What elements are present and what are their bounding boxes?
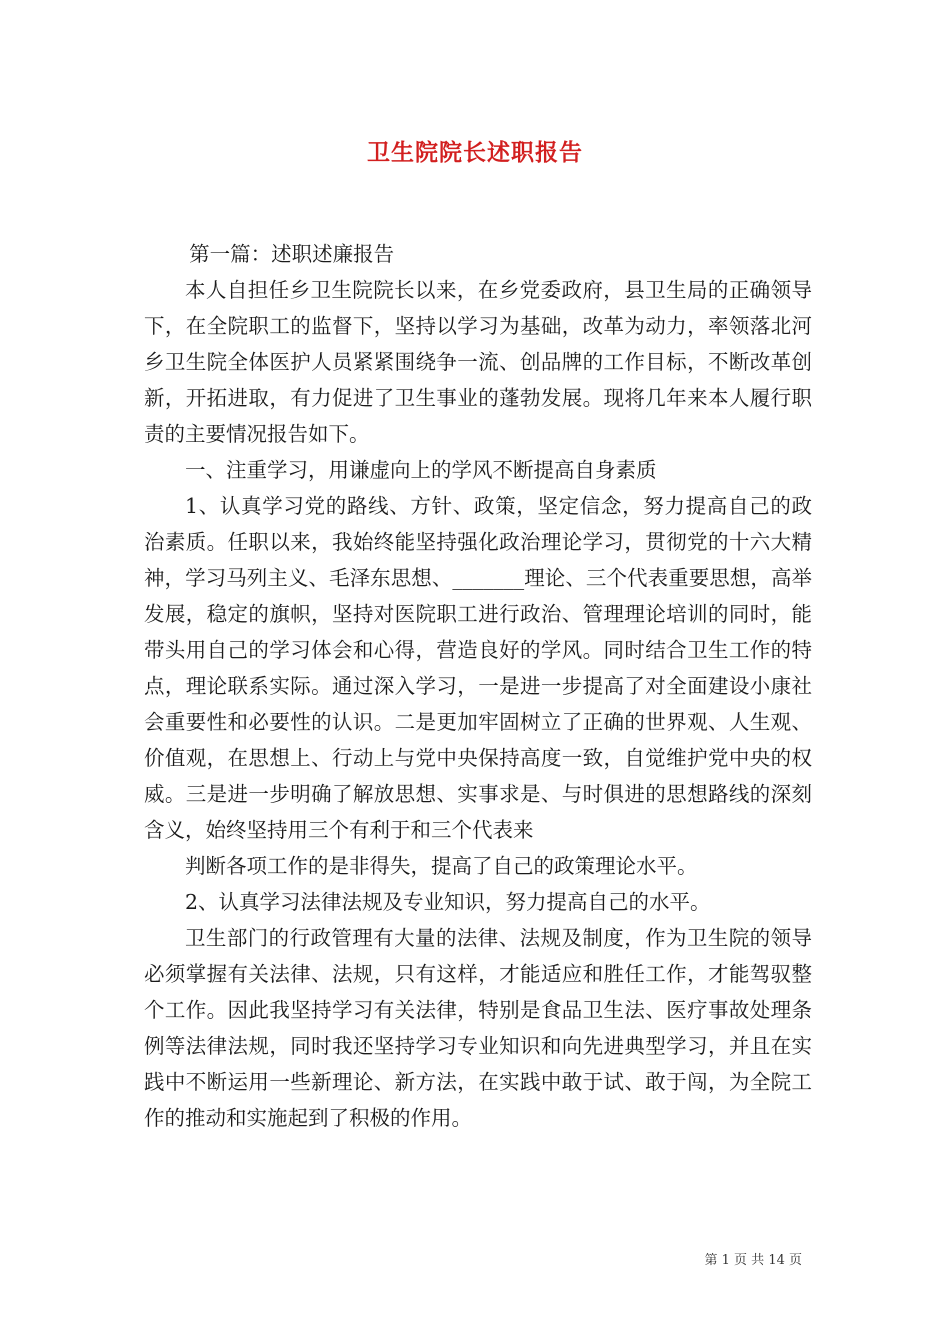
- paragraph: 卫生部门的行政管理有大量的法律、法规及制度，作为卫生院的领导必须掌握有关法律、法规，只有这样，才能适应和胜任工作，才能驾驭整个工作。因此我坚持学习有关法律，特别是食品卫生法、医疗事故处理条例等法律法规，同时我还坚持学习专业知识和向先进典型学习，并且在实践中不断运用一些新理论、新方法，在实践中敢于试、敢于闯，为全院工作的推动和实施起到了积极的作用。: [144, 926, 812, 1130]
- section-heading: 一、注重学习，用谦虚向上的学风不断提高自身素质: [185, 458, 657, 482]
- paragraph: 本人自担任乡卫生院院长以来，在乡党委政府，县卫生局的正确领导下，在全院职工的监督下，坚持以学习为基础，改革为动力，率领落北河乡卫生院全体医护人员紧紧围绕争一流、创品牌的工作目标，不断改革创新，开拓进取，有力促进了卫生事业的蓬勃发展。现将几年来本人履行职责的主要情况报告如下。: [144, 278, 812, 446]
- page-number: 第 1 页 共 14 页: [704, 1253, 802, 1268]
- document-body: [144, 236, 812, 1136]
- paragraph: 2、认真学习法律法规及专业知识，努力提高自己的水平。: [185, 890, 711, 914]
- paragraph: 1、认真学习党的路线、方针、政策，坚定信念，努力提高自己的政治素质。任职以来，我始终能坚持强化政治理论学习，贯彻党的十六大精神，学习马列主义、毛泽东思想、_______理论、三个代表重要思想，高举发展，稳定的旗帜，坚持对医院职工进行政治、管理理论培训的同时，能带头用自己的学习体会和心得，营造良好的学风。同时结合卫生工作的特点，理论联系实际。通过深入学习，一是进一步提高了对全面建设小康社会重要性和必要性的认识。二是更加牢固树立了正确的世界观、人生观、价值观，在思想上、行动上与党中央保持高度一致，自觉维护党中央的权威。三是进一步明确了解放思想、实事求是、与时俱进的思想路线的深刻含义，始终坚持用三个有利于和三个代表来: [144, 494, 812, 842]
- paragraph: 判断各项工作的是非得失，提高了自己的政策理论水平。: [185, 854, 698, 878]
- document-title: 卫生院院长述职报告: [367, 139, 583, 166]
- section-heading: 第一篇：述职述廉报告: [189, 242, 395, 266]
